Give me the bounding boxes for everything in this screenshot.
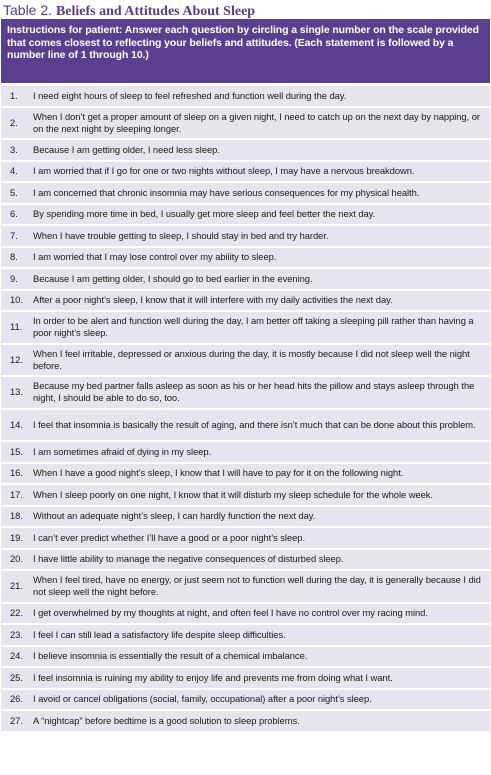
- statement-row: [1, 140, 490, 160]
- statement-number: 27.: [10, 714, 23, 726]
- statement-number: 23.: [10, 628, 23, 640]
- statement-number: 22.: [10, 607, 23, 619]
- statement-row: [1, 312, 490, 343]
- statement-row: [1, 162, 490, 182]
- statement-row: [1, 485, 490, 505]
- statement-row: [1, 550, 490, 570]
- statement-number: 14.: [10, 418, 23, 430]
- statement-number: 13.: [10, 386, 23, 398]
- statement-number: 9.: [10, 272, 18, 284]
- statement-row: [1, 205, 490, 225]
- statement-number: 6.: [10, 208, 18, 220]
- statement-number: 16.: [10, 467, 23, 479]
- statement-text: I avoid or cancel obligations (social, family, occupational) after a poor night’s sleep.: [33, 693, 372, 705]
- statement-number: 25.: [10, 671, 23, 683]
- statement-text: Because I am getting older, I should go to bed earlier in the evening.: [33, 272, 313, 284]
- statement-number: 5.: [10, 186, 18, 198]
- statement-text: When I feel tired, have no energy, or just seem not to function well during the day, it is generally because I did not sleep well the night before.: [33, 574, 481, 598]
- statement-row: [1, 291, 490, 311]
- statement-text: I can’t ever predict whether I’ll have a good or a poor night’s sleep.: [33, 531, 306, 543]
- statement-row: [1, 668, 490, 688]
- statement-number: 19.: [10, 531, 23, 543]
- table-title: [3, 2, 490, 19]
- statement-text: Because my bed partner falls asleep as soon as his or her head hits the pillow and stays asleep through the night, I should be able to do so, too.: [33, 380, 475, 404]
- statement-number: 11.: [10, 321, 23, 333]
- statement-number: 18.: [10, 510, 23, 522]
- statement-number: 20.: [10, 553, 23, 565]
- statement-text: After a poor night’s sleep, I know that it will interfere with my daily activities the next day.: [33, 294, 393, 306]
- statement-number: 21.: [10, 580, 23, 592]
- statement-text: I am worried that I may lose control over my ability to sleep.: [33, 251, 277, 263]
- statement-number: 2.: [10, 116, 18, 128]
- statement-text: I am sometimes afraid of dying in my sleep.: [33, 445, 212, 457]
- statement-text: I have little ability to manage the negative consequences of disturbed sleep.: [33, 553, 344, 565]
- statement-row: [1, 604, 490, 624]
- statement-text: When I sleep poorly on one night, I know that it will disturb my sleep schedule for the whole week.: [33, 488, 433, 500]
- statement-row: [1, 226, 490, 246]
- statement-text: I am concerned that chronic insomnia may have serious consequences for my physical health.: [33, 186, 420, 198]
- statement-list: [1, 86, 490, 731]
- statement-number: 12.: [10, 353, 23, 365]
- statement-row: [1, 442, 490, 462]
- statement-text: When I have trouble getting to sleep, I should stay in bed and try harder.: [33, 229, 329, 241]
- table-heading: Beliefs and Attitudes About Sleep: [55, 4, 256, 19]
- statement-row: [1, 248, 490, 268]
- statement-row: [1, 464, 490, 484]
- statement-number: 1.: [10, 89, 18, 101]
- statement-row: [1, 86, 490, 106]
- statement-text: In order to be alert and function well during the day, I am better off taking a sleeping pill rather than having a poor night’s sleep.: [33, 315, 474, 339]
- statement-text: I feel insomnia is ruining my ability to enjoy life and prevents me from doing what I want.: [33, 671, 393, 683]
- statement-row: [1, 625, 490, 645]
- statement-number: 24.: [10, 650, 23, 662]
- statement-number: 15.: [10, 445, 23, 457]
- statement-text: When I feel irritable, depressed or anxious during the day, it is mostly because I did not sleep well the night before.: [33, 347, 470, 371]
- statement-row: [1, 183, 490, 203]
- statement-text: By spending more time in bed, I usually get more sleep and feel better the next day.: [33, 208, 376, 220]
- statement-row: [1, 507, 490, 527]
- statement-number: 17.: [10, 488, 23, 500]
- table-number: Table 2.: [3, 2, 53, 18]
- statement-row: [1, 269, 490, 289]
- statement-row: [1, 528, 490, 548]
- statement-row: [1, 571, 490, 602]
- statement-number: 4.: [10, 165, 18, 177]
- statement-text: A “nightcap” before bedtime is a good solution to sleep problems.: [33, 714, 300, 726]
- statement-row: [1, 345, 490, 376]
- statement-text: Without an adequate night’s sleep, I can hardly function the next day.: [33, 510, 316, 522]
- statement-number: 26.: [10, 693, 23, 705]
- statement-row: [1, 690, 490, 710]
- statement-text: When I have a good night’s sleep, I know that I will have to pay for it on the following night.: [33, 467, 404, 479]
- instructions-banner: Instructions for patient: Answer each question by circling a single number on the scale provided that comes closest to reflecting your beliefs and attitudes. (Each statement is followed by a number line of 1 through 10.): [1, 19, 490, 83]
- statement-text: When I don’t get a proper amount of sleep on a given night, I need to catch up on the next day by napping, or on the next night by sleeping longer.: [33, 110, 480, 134]
- document-page: [0, 2, 491, 775]
- statement-text: I get overwhelmed by my thoughts at night, and often feel I have no control over my racing mind.: [33, 607, 428, 619]
- statement-text: I feel I can still lead a satisfactory life despite sleep difficulties.: [33, 628, 286, 640]
- statement-number: 7.: [10, 229, 18, 241]
- statement-row: [1, 410, 490, 441]
- statement-row: [1, 108, 490, 139]
- statement-row: [1, 711, 490, 731]
- statement-row: [1, 377, 490, 408]
- statement-text: I believe insomnia is essentially the result of a chemical imbalance.: [33, 650, 308, 662]
- statement-row: [1, 647, 490, 667]
- statement-text: I feel that insomnia is basically the result of aging, and there isn’t much that can be done about this problem.: [33, 418, 476, 430]
- statement-number: 10.: [10, 294, 23, 306]
- statement-text: I am worried that if I go for one or two nights without sleep, I may have a nervous breakdown.: [33, 165, 415, 177]
- statement-number: 8.: [10, 251, 18, 263]
- statement-text: Because I am getting older, I need less sleep.: [33, 143, 220, 155]
- statement-text: I need eight hours of sleep to feel refreshed and function well during the day.: [33, 89, 347, 101]
- statement-number: 3.: [10, 143, 18, 155]
